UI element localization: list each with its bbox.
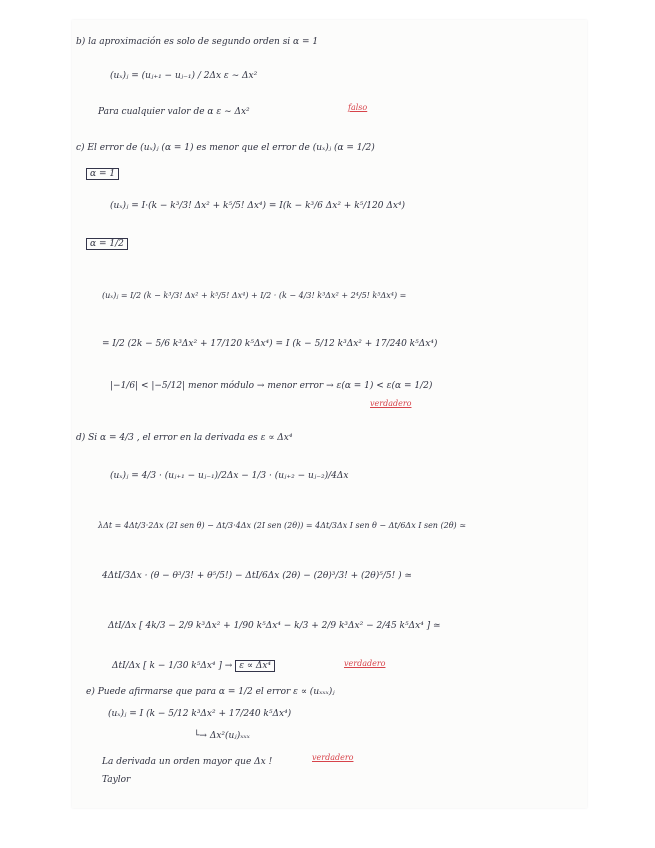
- notebook-page: [72, 20, 587, 808]
- section-b-heading: b) la aproximación es solo de segundo orden si α = 1: [76, 37, 319, 47]
- case-alpha-half: α = 1/2: [86, 238, 128, 250]
- verdadero-mark-c: verdadero: [370, 399, 412, 408]
- verdadero-mark-d: verdadero: [344, 659, 386, 668]
- taylor-term-annotation: └→ Δx²(uⱼ)ₓₓₓ: [194, 731, 250, 741]
- equation-d-1: (uₓ)ⱼ = 4/3 · (uⱼ₊₁ − uⱼ₋₁)/2Δx − 1/3 · (uⱼ₊₂ − uⱼ₋₂)/4Δx: [110, 471, 349, 481]
- equation-alpha-1: (uₓ)ⱼ = I·(k − k³/3! Δx² + k⁵/5! Δx⁴) = I(k − k³/6 Δx² + k⁵/120 Δx⁴): [110, 201, 406, 211]
- boxed-result: ε ∝ Δx⁴: [235, 660, 275, 672]
- verdadero-mark-e: verdadero: [312, 753, 354, 762]
- section-d-heading: d) Si α = 4/3 , el error en la derivada es ε ∝ Δx⁴: [76, 433, 293, 443]
- equation-d-5: ΔtI/Δx [ k − 1/30 k⁵Δx⁴ ] → ε ∝ Δx⁴: [112, 660, 275, 672]
- falso-mark: falso: [348, 103, 368, 112]
- equation-alpha-half-1: (uₓ)ⱼ = I/2 (k − k³/3! Δx² + k⁵/5! Δx⁴) + I/2 · (k − 4/3! k³Δx² + 2⁴/5! k⁵Δx⁴) =: [102, 291, 407, 300]
- section-c-heading: c) El error de (uₓ)ⱼ (α = 1) es menor que el error de (uₓ)ⱼ (α = 1/2): [76, 143, 375, 153]
- section-e-note: La derivada un orden mayor que Δx !: [102, 757, 273, 767]
- comparison-line: |−1/6| < |−5/12| menor módulo → menor error → ε(α = 1) < ε(α = 1/2): [110, 381, 433, 391]
- section-e-heading: e) Puede afirmarse que para α = 1/2 el error ε ∝ (uₓₓₓ)ⱼ: [86, 687, 335, 697]
- taylor-word: Taylor: [102, 775, 131, 785]
- equation-d-4: ΔtI/Δx [ 4k/3 − 2/9 k³Δx² + 1/90 k⁵Δx⁴ − k/3 + 2/9 k³Δx² − 2/45 k⁵Δx⁴ ] ≃: [108, 621, 441, 631]
- section-b-formula: (uₓ)ⱼ = (uⱼ₊₁ − uⱼ₋₁) / 2Δx ε ∼ Δx²: [110, 71, 258, 81]
- equation-alpha-half-2: = I/2 (2k − 5/6 k³Δx² + 17/120 k⁵Δx⁴) = I (k − 5/12 k³Δx² + 17/240 k⁵Δx⁴): [102, 339, 438, 349]
- section-b-statement: Para cualquier valor de α ε ∼ Δx²: [98, 107, 250, 117]
- equation-e: (uₓ)ⱼ = I (k − 5/12 k³Δx² + 17/240 k⁵Δx⁴): [108, 709, 292, 719]
- equation-d-3: 4ΔtI/3Δx · (θ − θ³/3! + θ⁵/5!) − ΔtI/6Δx (2θ) − (2θ)³/3! + (2θ)⁵/5! ) ≃: [102, 571, 412, 581]
- equation-d-2: λΔt = 4Δt/3·2Δx (2I sen θ) − Δt/3·4Δx (2I sen (2θ)) = 4Δt/3Δx I sen θ − Δt/6Δx I sen (2θ) ≃: [98, 521, 466, 530]
- case-alpha-1: α = 1: [86, 168, 119, 180]
